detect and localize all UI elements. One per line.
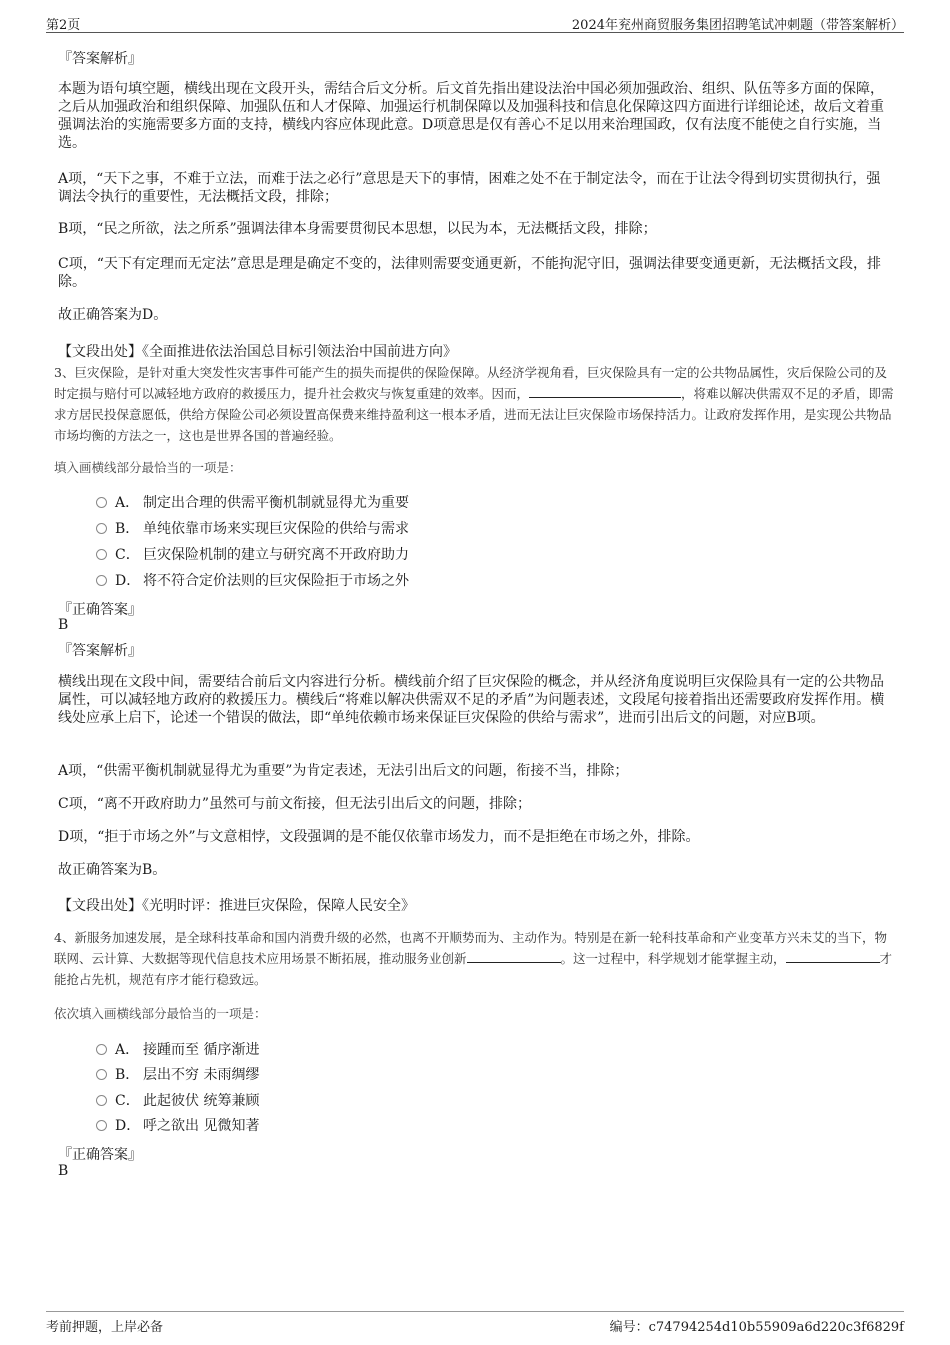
q2-source: 【文段出处】《全面推进依法治国总目标引领法治中国前进方向》 [58, 344, 457, 360]
q2-option-c-analysis: C项，“天下有定理而无定法”意思是理是确定不变的，法律则需要变通更新，不能拘泥守旧，强调法律要变通更新，无法概括文段，排除。 [58, 256, 882, 290]
q3-conclusion: 故正确答案为B。 [58, 862, 167, 878]
q3-correct-answer: B [58, 617, 69, 633]
q4-stem-part3: 才能抢占先机，规范有序才能行稳致远。 [54, 951, 893, 987]
option-letter: A． [115, 1042, 140, 1058]
q2-conclusion: 故正确答案为D。 [58, 307, 168, 323]
q3-option-a-analysis: A项，“供需平衡机制就显得尤为重要”为肯定表述，无法引出后文的问题，衔接不当，排除； [58, 763, 629, 779]
q3-option-c-analysis: C项，“离不开政府助力”虽然可与前文衔接，但无法引出后文的问题，排除； [58, 796, 532, 812]
radio-button[interactable] [96, 1069, 107, 1080]
q4-instruction: 依次填入画横线部分最恰当的一项是： [54, 1006, 267, 1021]
q3-stem [54, 362, 894, 446]
q4-stem-part1: 4、新服务加速发展，是全球科技革命和国内消费升级的必然，也离不开顺势而为、主动作为。特别是在新一轮科技革命和产业变革方兴未艾的当下，物联网、云计算、大数据等现代信息技术应用场景不断拓展，推动服务业创新 [54, 930, 887, 966]
option-text: 呼之欲出 见微知著 [143, 1118, 260, 1134]
q3-option-a[interactable] [96, 492, 409, 512]
q4-option-a[interactable] [96, 1039, 259, 1059]
q4-stem [54, 927, 894, 990]
q3-option-d[interactable] [96, 570, 409, 590]
fill-blank [529, 385, 681, 398]
radio-button[interactable] [96, 1120, 107, 1131]
option-text: 接踵而至 循序渐进 [143, 1042, 260, 1058]
option-text: 此起彼伏 统筹兼顾 [143, 1093, 260, 1109]
radio-button[interactable] [96, 1044, 107, 1055]
option-letter: D． [115, 573, 141, 589]
option-letter: D． [115, 1118, 141, 1134]
q2-analysis-label: 『答案解析』 [58, 51, 142, 67]
q2-option-b-analysis: B项，“民之所欲，法之所系”强调法律本身需要贯彻民本思想，以民为本，无法概括文段，排除； [58, 221, 657, 237]
fill-blank [786, 950, 880, 963]
page-footer [46, 1311, 904, 1336]
q2-analysis-text: 本题为语句填空题，横线出现在文段开头，需结合后文分析。后文首先指出建设法治中国必须加强政治、组织、队伍等多方面的保障，之后从加强政治和组织保障、加强队伍和人才保障、加强运行机制保障以及加强科技和信息化保障这四方面进行详细论述，故后文着重强调法治的实施需要多方面的支持，横线内容应体现此意。D项意思是仅有善心不足以用来治理国政，仅有法度不能使之自行实施，当选。 [58, 81, 884, 151]
q3-analysis-label: 『答案解析』 [58, 643, 142, 659]
option-letter: B． [115, 1067, 140, 1083]
radio-button[interactable] [96, 1095, 107, 1106]
option-text: 层出不穷 未雨绸缪 [143, 1067, 260, 1083]
q2-option-a-analysis: A项，“天下之事，不难于立法，而难于法之必行”意思是天下的事情，困难之处不在于制定法令，而在于让法令得到切实贯彻执行，强调法令执行的重要性，无法概括文段，排除； [58, 171, 881, 205]
q3-instruction: 填入画横线部分最恰当的一项是： [54, 460, 242, 475]
option-letter: A． [115, 495, 140, 511]
q4-stem-part2: 。这一过程中，科学规划才能掌握主动， [560, 951, 786, 966]
q3-source: 【文段出处】《光明时评：推进巨灾保险，保障人民安全》 [58, 898, 415, 914]
page-number: 第2页 [46, 18, 81, 33]
option-letter: C． [115, 1093, 140, 1109]
option-text: 巨灾保险机制的建立与研究离不开政府助力 [143, 547, 409, 563]
option-letter: C． [115, 547, 140, 563]
q3-option-b[interactable] [96, 518, 409, 538]
q3-analysis-text: 横线出现在文段中间，需要结合前后文内容进行分析。横线前介绍了巨灾保险的概念，并从经济角度说明巨灾保险具有一定的公共物品属性，可以减轻地方政府的救援压力。横线后“将难以解决供需双不足的矛盾”为问题表述，文段尾句接着指出还需要政府发挥作用。横线处应承上启下，论述一个错误的做法，即“单纯依赖市场来保证巨灾保险的供给与需求”，进而引出后文的问题，对应B项。 [58, 674, 885, 726]
q4-option-b[interactable] [96, 1064, 259, 1084]
q3-stem-part1: 3、巨灾保险，是针对重大突发性灾害事件可能产生的损失而提供的保险保障。从经济学视角看，巨灾保险具有一定的公共物品属性，灾后保险公司的及时定损与赔付可以减轻地方政府的救援压力，提升社会救灾与恢复重建的效率。因而， [54, 365, 887, 401]
radio-button[interactable] [96, 549, 107, 560]
q3-option-d-analysis: D项，“拒于市场之外”与文意相悖，文段强调的是不能仅依靠市场发力，而不是拒绝在市场之外，排除。 [58, 829, 700, 845]
radio-button[interactable] [96, 575, 107, 586]
option-text: 将不符合定价法则的巨灾保险拒于市场之外 [143, 573, 409, 589]
option-text: 制定出合理的供需平衡机制就显得尤为重要 [143, 495, 409, 511]
q4-correct-answer: B [58, 1163, 69, 1179]
q4-option-d[interactable] [96, 1115, 259, 1135]
document-title: 2024年兖州商贸服务集团招聘笔试冲刺题（带答案解析） [571, 18, 904, 33]
q4-option-c[interactable] [96, 1090, 259, 1110]
q3-stem-part2: ，将难以解决供需双不足的矛盾，即需求方居民投保意愿低，供给方保险公司必须设置高保费来维持盈利这一根本矛盾，进而无法让巨灾保险市场保持活力。让政府发挥作用，是实现公共物品市场均衡的方法之一，这也是世界各国的普遍经验。 [54, 386, 894, 443]
fill-blank [467, 950, 561, 963]
radio-button[interactable] [96, 497, 107, 508]
option-text: 单纯依靠市场来实现巨灾保险的供给与需求 [143, 521, 409, 537]
option-letter: B． [115, 521, 140, 537]
q4-correct-label: 『正确答案』 [58, 1147, 142, 1163]
page-header [46, 12, 904, 33]
footer-code: 编号：c74794254d10b55909a6d220c3f6829f [609, 1320, 904, 1335]
radio-button[interactable] [96, 523, 107, 534]
q3-correct-label: 『正确答案』 [58, 602, 142, 618]
q3-option-c[interactable] [96, 544, 409, 564]
footer-slogan: 考前押题，上岸必备 [46, 1320, 164, 1335]
